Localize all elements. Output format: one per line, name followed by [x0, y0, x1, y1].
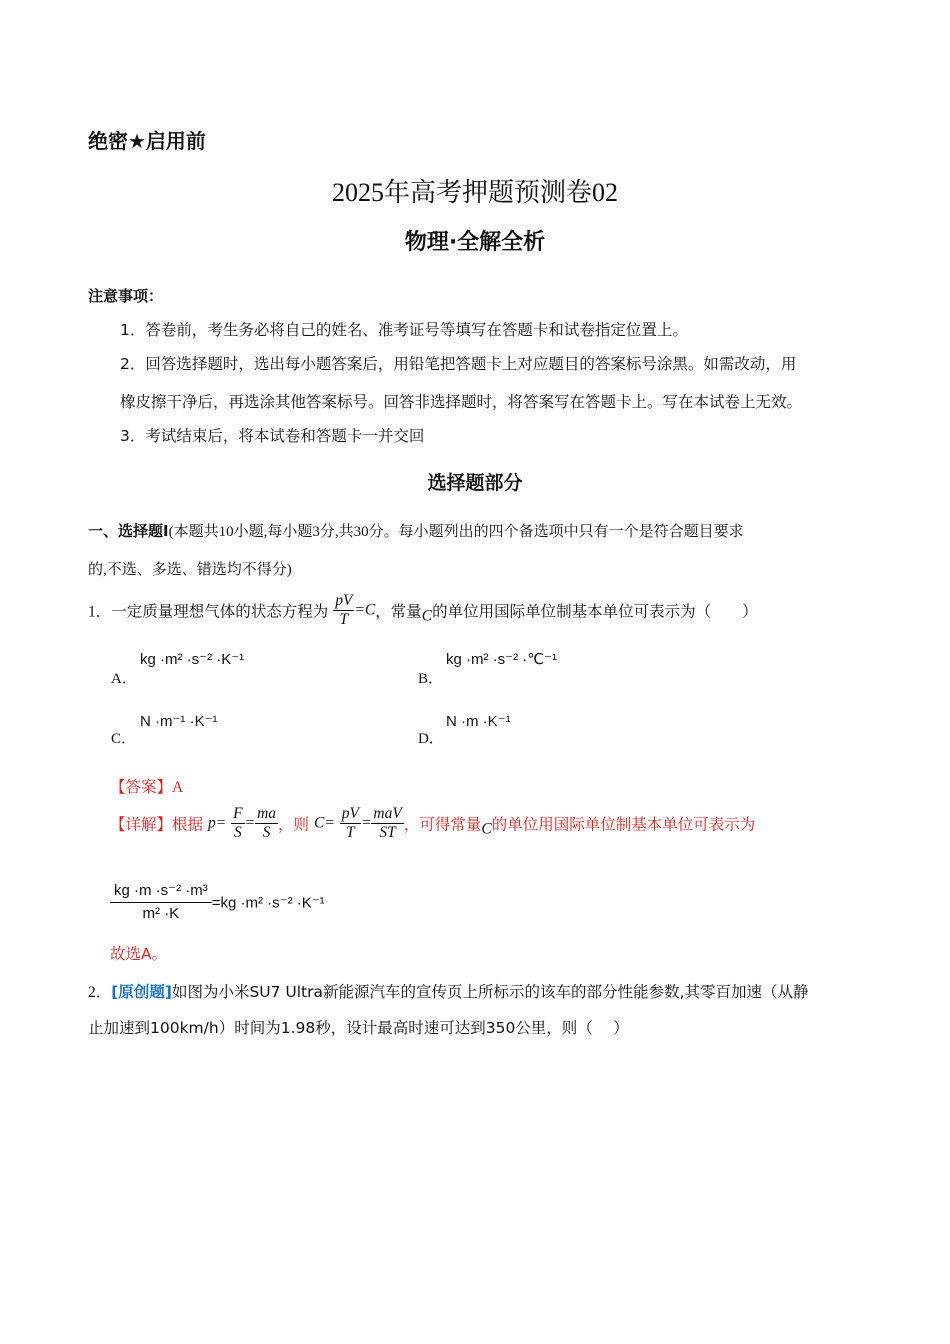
- fraction-denominator: S: [262, 824, 271, 841]
- question-text: 一定质量理想气体的状态方程为: [111, 602, 329, 621]
- state-equation-fraction: [333, 592, 354, 629]
- conclusion: 故选A。: [110, 945, 168, 963]
- constant-symbol: C: [313, 814, 325, 832]
- detail-text: ，则: [278, 815, 310, 834]
- paper-title: 2025年高考押题预测卷02: [331, 178, 618, 207]
- option-b-value: kg ·m² ·s⁻² ·℃⁻¹: [446, 651, 557, 668]
- part-intro-line-1: [88, 520, 744, 541]
- option-d-label: D．: [418, 731, 444, 747]
- detail-text: 的单位用国际单位制基本单位可表示为: [491, 815, 756, 834]
- fraction-numerator: ma: [257, 805, 277, 822]
- fraction-numerator: pV: [341, 805, 359, 822]
- unit-denominator: m² ·K: [142, 905, 180, 922]
- constant-symbol: C: [481, 820, 492, 838]
- option-b-label: B．: [418, 671, 444, 687]
- equation-rhs: =C: [354, 601, 376, 619]
- original-question-tag: [原创题]: [111, 983, 172, 1001]
- unit-derivation: [110, 880, 325, 925]
- answer-value: A: [172, 779, 184, 796]
- constant-symbol: C: [421, 607, 433, 625]
- unit-result: =kg ·m² ·s⁻² ·K⁻¹: [211, 894, 325, 912]
- unit-fraction: [110, 880, 212, 925]
- section-heading: 选择题部分: [427, 472, 523, 494]
- option-a-label: A．: [111, 671, 137, 687]
- fraction-pv-over-t: [340, 805, 361, 842]
- equals-sign: =: [360, 814, 372, 832]
- fraction-denominator: S: [233, 824, 242, 841]
- fraction-f-over-s: [231, 805, 244, 842]
- detail-explanation: [110, 805, 755, 842]
- question-text: ，常量: [375, 602, 422, 621]
- fraction-numerator: F: [233, 805, 243, 822]
- question-number: 2．: [88, 984, 112, 1001]
- question-2-stem-line-2: 止加速到100km/h）时间为1.98秒，设计最高时速可达到350公里，则（ ）: [88, 1019, 629, 1037]
- notice-item-2-line-2: 橡皮擦干净后，再选涂其他答案标号。回答非选择题时，将答案写在答题卡上。写在本试卷上无效。: [120, 393, 803, 411]
- equals-sign: =: [215, 814, 227, 832]
- secret-label: 绝密★启用前: [88, 129, 206, 153]
- pressure-symbol: p: [207, 814, 216, 832]
- fraction-numerator: pV: [335, 592, 353, 609]
- fraction-ma-over-s: [255, 805, 278, 842]
- question-text: 的单位用国际单位制基本单位可表示为（ ）: [432, 602, 758, 621]
- detail-text: ，可得常量: [403, 815, 482, 834]
- part-title: 一、选择题Ⅰ: [88, 522, 169, 540]
- answer-line: [110, 775, 183, 797]
- option-c-label: C．: [111, 731, 137, 747]
- fraction-denominator: T: [346, 824, 355, 841]
- fraction-numerator: maV: [373, 805, 402, 822]
- answer-tag: 【答案】: [110, 778, 173, 796]
- option-d-value: N ·m ·K⁻¹: [446, 713, 511, 730]
- fraction-mav-over-st: [371, 805, 403, 842]
- notice-heading: 注意事项：: [88, 287, 164, 305]
- fraction-denominator: T: [339, 611, 349, 628]
- notice-item-3: 3．考试结束后，将本试卷和答题卡一并交回: [120, 427, 425, 445]
- option-c-value: N ·m⁻¹ ·K⁻¹: [140, 713, 218, 730]
- question-1-stem: [88, 592, 758, 629]
- question-2-stem-line-1: [88, 980, 808, 1002]
- question-number: 1．: [88, 603, 112, 621]
- part-description: (本题共10小题,每小题3分,共30分。每小题列出的四个备选项中只有一个是符合题目要求: [168, 524, 744, 540]
- equals-sign: =: [244, 814, 256, 832]
- notice-item-2-line-1: 2．回答选择题时，选出每小题答案后，用铅笔把答题卡上对应题目的答案标号涂黑。如需改动，用: [120, 355, 797, 373]
- equals-sign: =: [324, 814, 335, 832]
- fraction-denominator: ST: [379, 824, 396, 841]
- part-intro-line-2: 的,不选、多选、错选均不得分): [88, 562, 292, 578]
- paper-subtitle: 物理·全解全析: [404, 230, 546, 255]
- detail-tag: 【详解】: [110, 815, 173, 834]
- question-text: 如图为小米SU7 Ultra新能源汽车的宣传页上所标示的该车的部分性能参数,其零百加速（从静: [171, 983, 809, 1001]
- notice-item-1: 1．答卷前，考生务必将自己的姓名、准考证号等填写在答题卡和试卷指定位置上。: [120, 321, 688, 339]
- option-a-value: kg ·m² ·s⁻² ·K⁻¹: [140, 651, 245, 668]
- unit-numerator: kg ·m ·s⁻² ·m³: [110, 880, 212, 903]
- detail-text: 根据: [172, 815, 204, 834]
